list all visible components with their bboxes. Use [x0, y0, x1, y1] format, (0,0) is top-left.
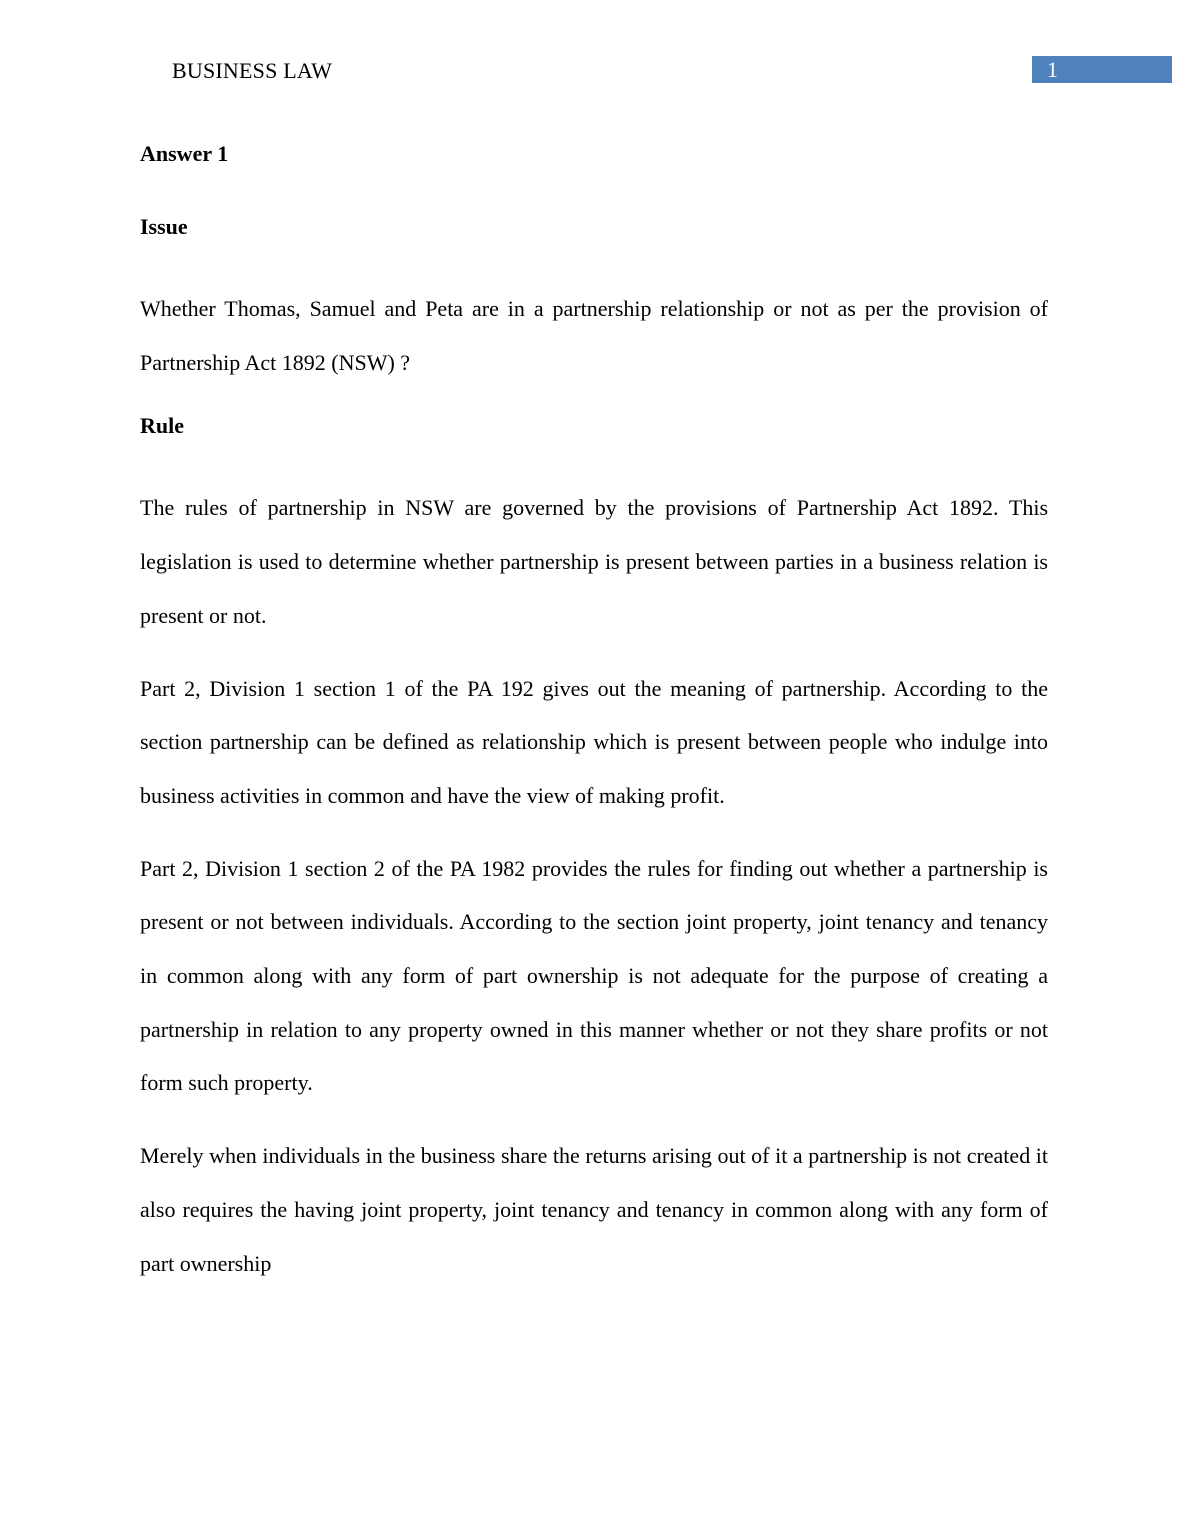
- page-number-badge: [1032, 56, 1172, 83]
- rule-paragraph: The rules of partnership in NSW are governed by the provisions of Partnership Act 1892. This legislation is used to determine whether partnership is present between parties in a business relation is present or not.: [140, 495, 1048, 628]
- answer-heading: Answer 1: [140, 141, 229, 166]
- page-number: 1: [1047, 57, 1058, 82]
- document-body: [140, 136, 1048, 1290]
- rule-heading: Rule: [140, 413, 184, 439]
- issue-heading: Issue: [140, 214, 188, 239]
- rule-paragraph: Part 2, Division 1 section 1 of the PA 192 gives out the meaning of partnership. According to the section partnership can be defined as relationship which is present between people who indulge into business activities in common and have the view of making profit.: [140, 675, 1048, 808]
- issue-paragraph: Whether Thomas, Samuel and Peta are in a partnership relationship or not as per the provision of Partnership Act 1892 (NSW) ?: [140, 296, 1048, 375]
- rule-paragraph: Merely when individuals in the business share the returns arising out of it a partnership is not created it also requires the having joint property, joint tenancy and tenancy in common along with any form of part ownership: [140, 1143, 1048, 1276]
- running-header-title: BUSINESS LAW: [172, 58, 333, 83]
- rule-paragraph: Part 2, Division 1 section 2 of the PA 1982 provides the rules for finding out whether a partnership is present or not between individuals. According to the section joint property, joint tenancy and tenancy in common along with any form of part ownership is not adequate for the purpose of creating a partnership in relation to any property owned in this manner whether or not they share profits or not form such property.: [140, 855, 1048, 1096]
